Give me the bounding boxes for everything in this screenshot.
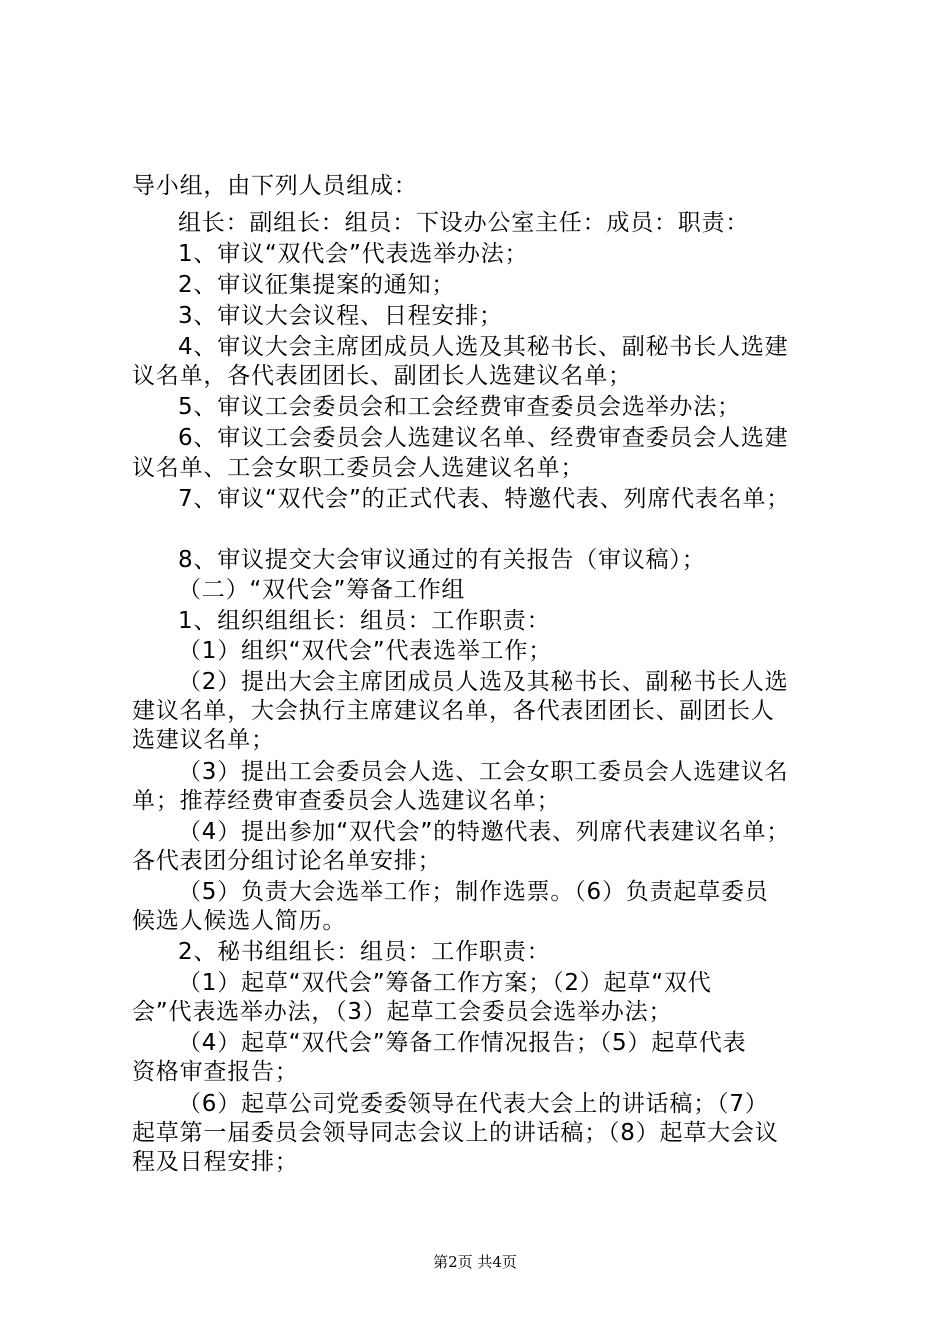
text-line: 资格审查报告； [132, 1059, 299, 1085]
text-line: （二）“双代会”筹备工作组 [178, 577, 466, 603]
page-number-footer: 第2页 共4页 [433, 1253, 517, 1271]
text-line: （3）提出工会委员会人选、工会女职工委员会人选建议名 [178, 759, 789, 785]
text-line: 6、审议工会委员会人选建议名单、经费审查委员会人选建 [178, 425, 789, 451]
text-line: 议名单、工会女职工委员会人选建议名单； [132, 455, 585, 481]
text-line: 4、审议大会主席团成员人选及其秘书长、副秘书长人选建 [178, 334, 789, 360]
text-line: 8、审议提交大会审议通过的有关报告（审议稿）； [178, 547, 706, 573]
text-line: 建议名单，大会执行主席建议名单，各代表团团长、副团长人 [132, 698, 775, 724]
text-line: 起草第一届委员会领导同志会议上的讲话稿；（8）起草大会议 [132, 1120, 779, 1146]
text-line: 7、审议“双代会”的正式代表、特邀代表、列席代表名单； [178, 486, 791, 512]
text-line: （1）组织“双代会”代表选举工作； [178, 638, 553, 664]
text-line: （2）提出大会主席团成员人选及其秘书长、副秘书长人选 [178, 669, 789, 695]
text-line: 1、审议“双代会”代表选举办法； [178, 241, 529, 267]
text-line: （6）起草公司党委委领导在代表大会上的讲话稿；（7） [178, 1091, 769, 1117]
text-line: 会”代表选举办法，（3）起草工会委员会选举办法； [132, 999, 673, 1025]
text-line: 程及日程安排； [132, 1149, 299, 1175]
text-line: 2、审议征集提案的通知； [178, 272, 456, 298]
text-line: 导小组，由下列人员组成： [132, 173, 418, 199]
text-line: 1、组织组组长：组员：工作职责： [178, 608, 551, 634]
text-line: 议名单，各代表团团长、副团长人选建议名单； [132, 363, 632, 389]
text-line: 单；推荐经费审查委员会人选建议名单； [132, 788, 561, 814]
text-line: 组长：副组长：组员：下设办公室主任：成员：职责： [178, 210, 750, 236]
text-line: 2、秘书组组长：组员：工作职责： [178, 939, 551, 965]
text-line: 3、审议大会议程、日程安排； [178, 303, 503, 329]
text-line: （5）负责大会选举工作；制作选票。（6）负责起草委员 [178, 879, 769, 905]
text-line: 各代表团分组讨论名单安排； [132, 848, 442, 874]
text-line: （4）起草“双代会”筹备工作情况报告；（5）起草代表 [178, 1030, 747, 1056]
text-line: （4）提出参加“双代会”的特邀代表、列席代表建议名单； [178, 819, 791, 845]
text-line: 选建议名单； [132, 727, 275, 753]
text-line: 候选人候选人简历。 [132, 908, 347, 934]
text-line: 5、审议工会委员会和工会经费审查委员会选举办法； [178, 394, 741, 420]
text-line: （1）起草“双代会”筹备工作方案；（2）起草“双代 [178, 970, 712, 996]
